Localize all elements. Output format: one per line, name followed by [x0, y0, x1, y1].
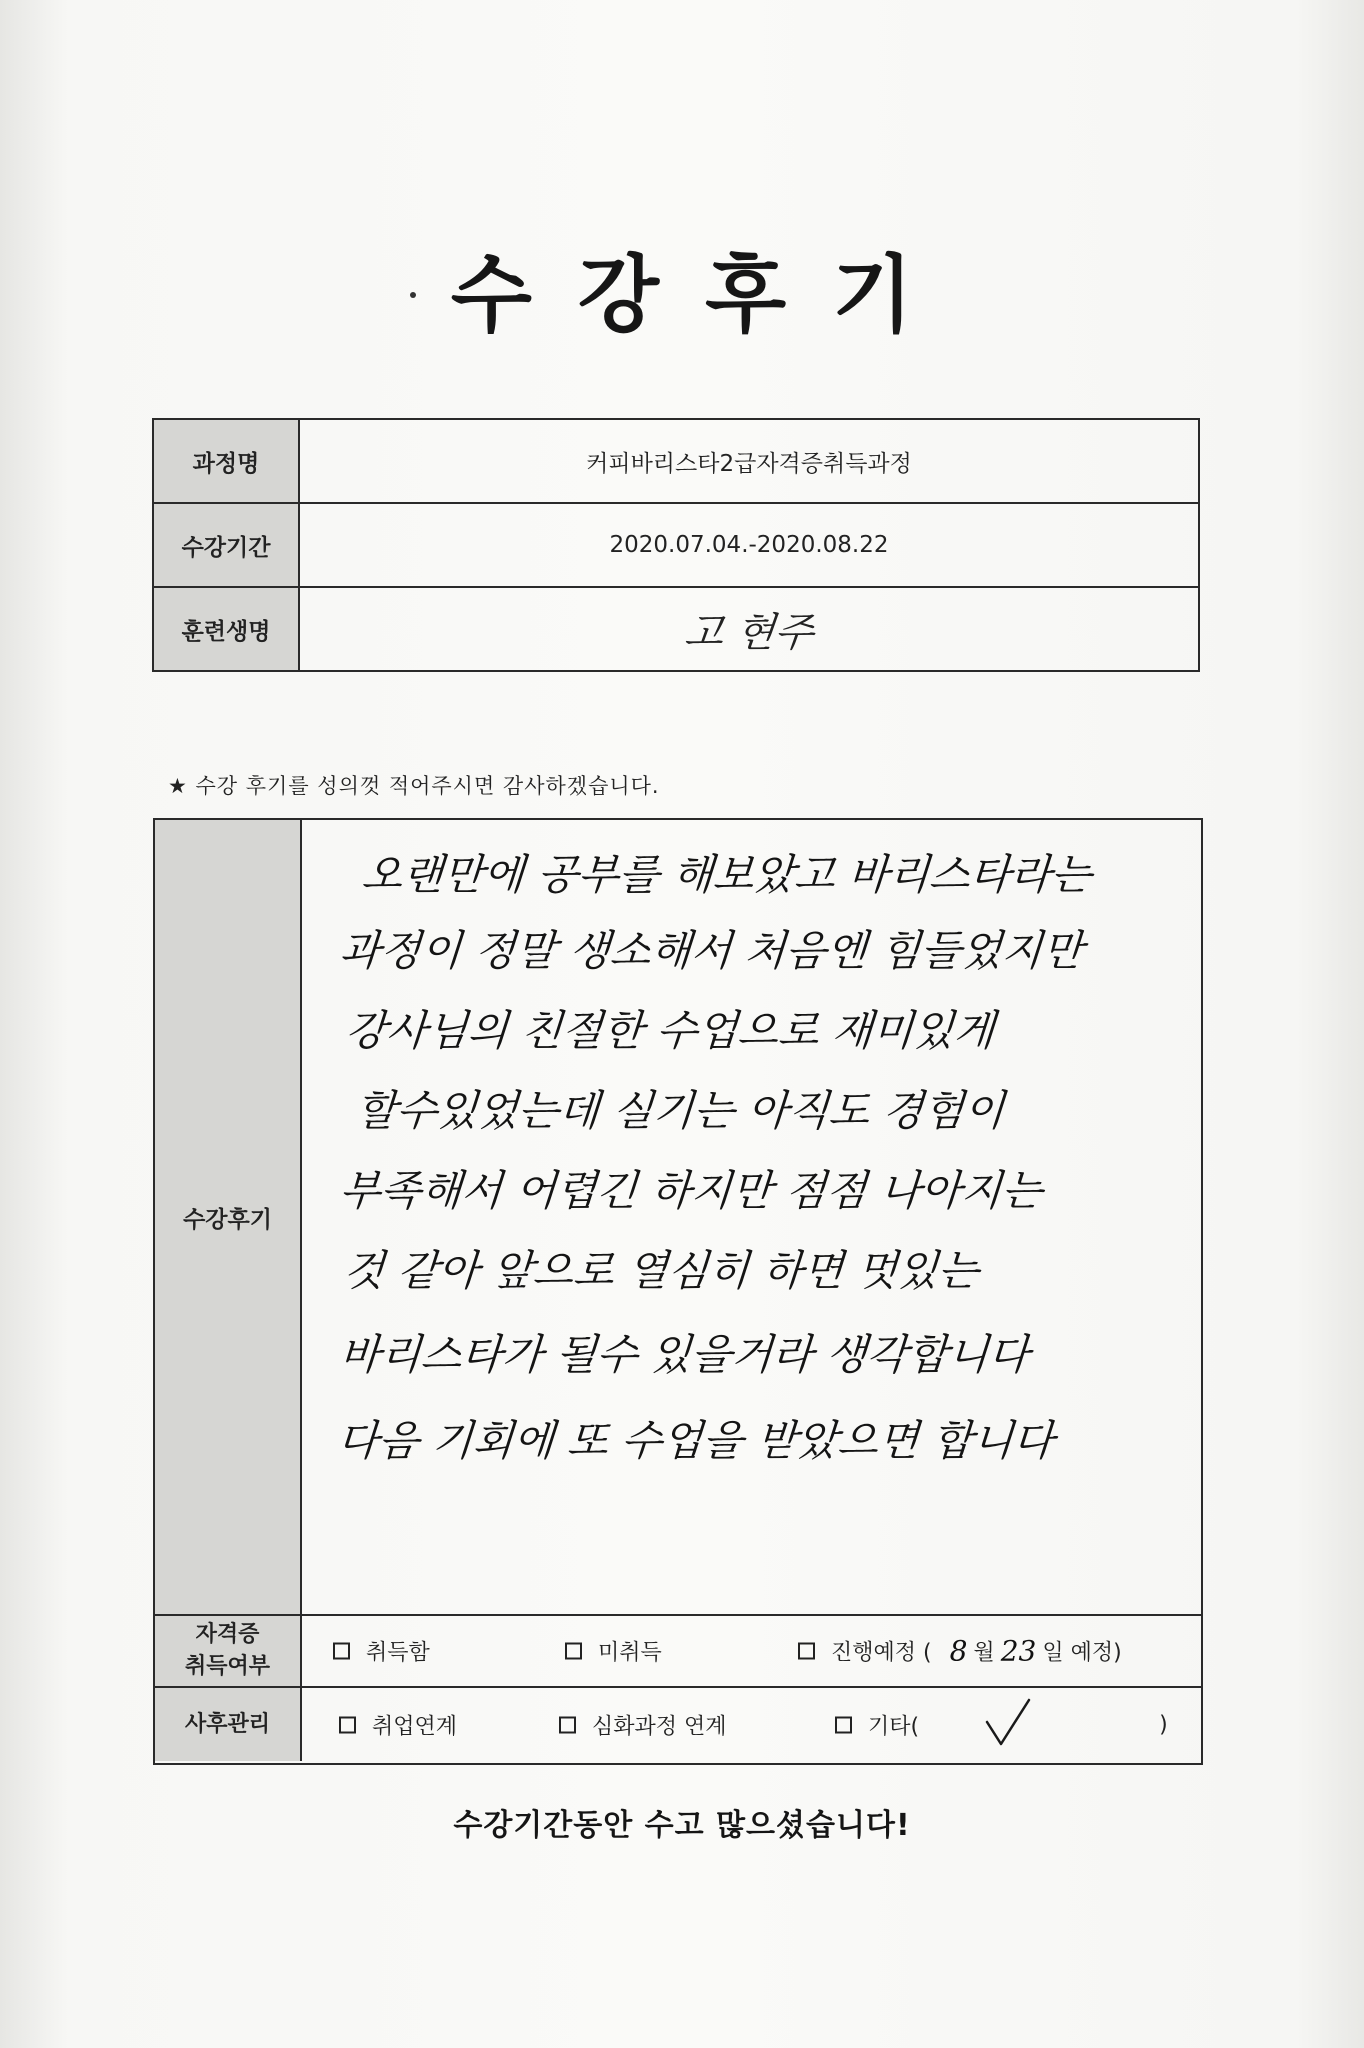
trainee-name-value — [299, 587, 1199, 671]
review-handwriting-area — [302, 820, 1201, 1616]
aftercare-row — [155, 1688, 1201, 1761]
option-acquired[interactable] — [333, 1636, 430, 1667]
option-advanced-course-label: 심화과정 연계 — [592, 1714, 727, 1739]
option-scheduled-prefix: 진행예정 ( — [831, 1640, 932, 1666]
course-info-table — [152, 418, 1200, 672]
checkbox-advanced-course[interactable] — [559, 1716, 576, 1733]
certification-label-line2: 취득여부 — [184, 1654, 270, 1679]
checkbox-not-acquired[interactable] — [565, 1643, 582, 1660]
review-line: 할수있었는데 실기는 아직도 경험이 — [354, 1086, 1007, 1135]
checkmark-icon — [985, 1696, 1033, 1750]
certification-label-line1: 자격증 — [195, 1622, 260, 1648]
closing-message: 수강기간동안 수고 많으셨습니다! — [453, 1808, 911, 1843]
course-period-row — [153, 503, 1199, 587]
trainee-name-row — [153, 587, 1199, 671]
option-acquired-label: 취득함 — [366, 1640, 430, 1666]
course-name-value: 커피바리스타2급자격증취득과정 — [299, 419, 1199, 503]
scheduled-month-handwritten: 8 — [949, 1634, 968, 1668]
course-name-label: 과정명 — [153, 419, 299, 503]
review-line: 오랜만에 공부를 해보았고 바리스타라는 — [360, 850, 1094, 899]
scheduled-day-handwritten: 23 — [1000, 1634, 1037, 1668]
option-advanced-course[interactable] — [559, 1709, 727, 1740]
certification-label — [155, 1616, 302, 1686]
review-line: 부족해서 어렵긴 하지만 점점 나아지는 — [338, 1166, 1045, 1215]
option-other-label: 기타( — [868, 1714, 920, 1739]
review-form — [153, 818, 1203, 1765]
course-name-row — [153, 419, 1199, 503]
instruction-note: ★ 수강 후기를 성의껏 적어주시면 감사하겠습니다. — [168, 774, 660, 798]
option-other-close: ) — [1159, 1712, 1168, 1737]
review-line: 과정이 정말 생소해서 처음엔 힘들었지만 — [338, 926, 1085, 975]
checkbox-employment[interactable] — [339, 1716, 356, 1733]
review-line: 강사님의 친절한 수업으로 재미있게 — [344, 1006, 997, 1055]
review-line: 것 같아 앞으로 열심히 하면 멋있는 — [342, 1246, 981, 1295]
review-line: 바리스타가 될수 있을거라 생각합니다 — [338, 1330, 1031, 1379]
course-period-label: 수강기간 — [153, 503, 299, 587]
option-scheduled[interactable] — [798, 1635, 1122, 1668]
trainee-name-label: 훈련생명 — [153, 587, 299, 671]
checkbox-acquired[interactable] — [333, 1643, 350, 1660]
page-title: 수강후기 — [450, 246, 960, 344]
course-period-value: 2020.07.04.-2020.08.22 — [299, 503, 1199, 587]
option-employment[interactable] — [339, 1709, 457, 1740]
certification-row — [155, 1616, 1201, 1688]
month-unit: 월 — [973, 1640, 995, 1666]
checkbox-other[interactable] — [835, 1716, 852, 1733]
review-label: 수강후기 — [155, 820, 302, 1616]
trainee-name-handwritten: 고 현주 — [681, 609, 816, 656]
review-line: 다음 기회에 또 수업을 받았으면 합니다 — [336, 1416, 1056, 1465]
aftercare-label: 사후관리 — [155, 1688, 302, 1761]
option-employment-label: 취업연계 — [372, 1714, 458, 1739]
checkbox-scheduled[interactable] — [798, 1643, 815, 1660]
option-scheduled-suffix: 일 예정) — [1042, 1640, 1122, 1666]
option-not-acquired[interactable] — [565, 1636, 662, 1667]
option-not-acquired-label: 미취득 — [598, 1640, 662, 1666]
